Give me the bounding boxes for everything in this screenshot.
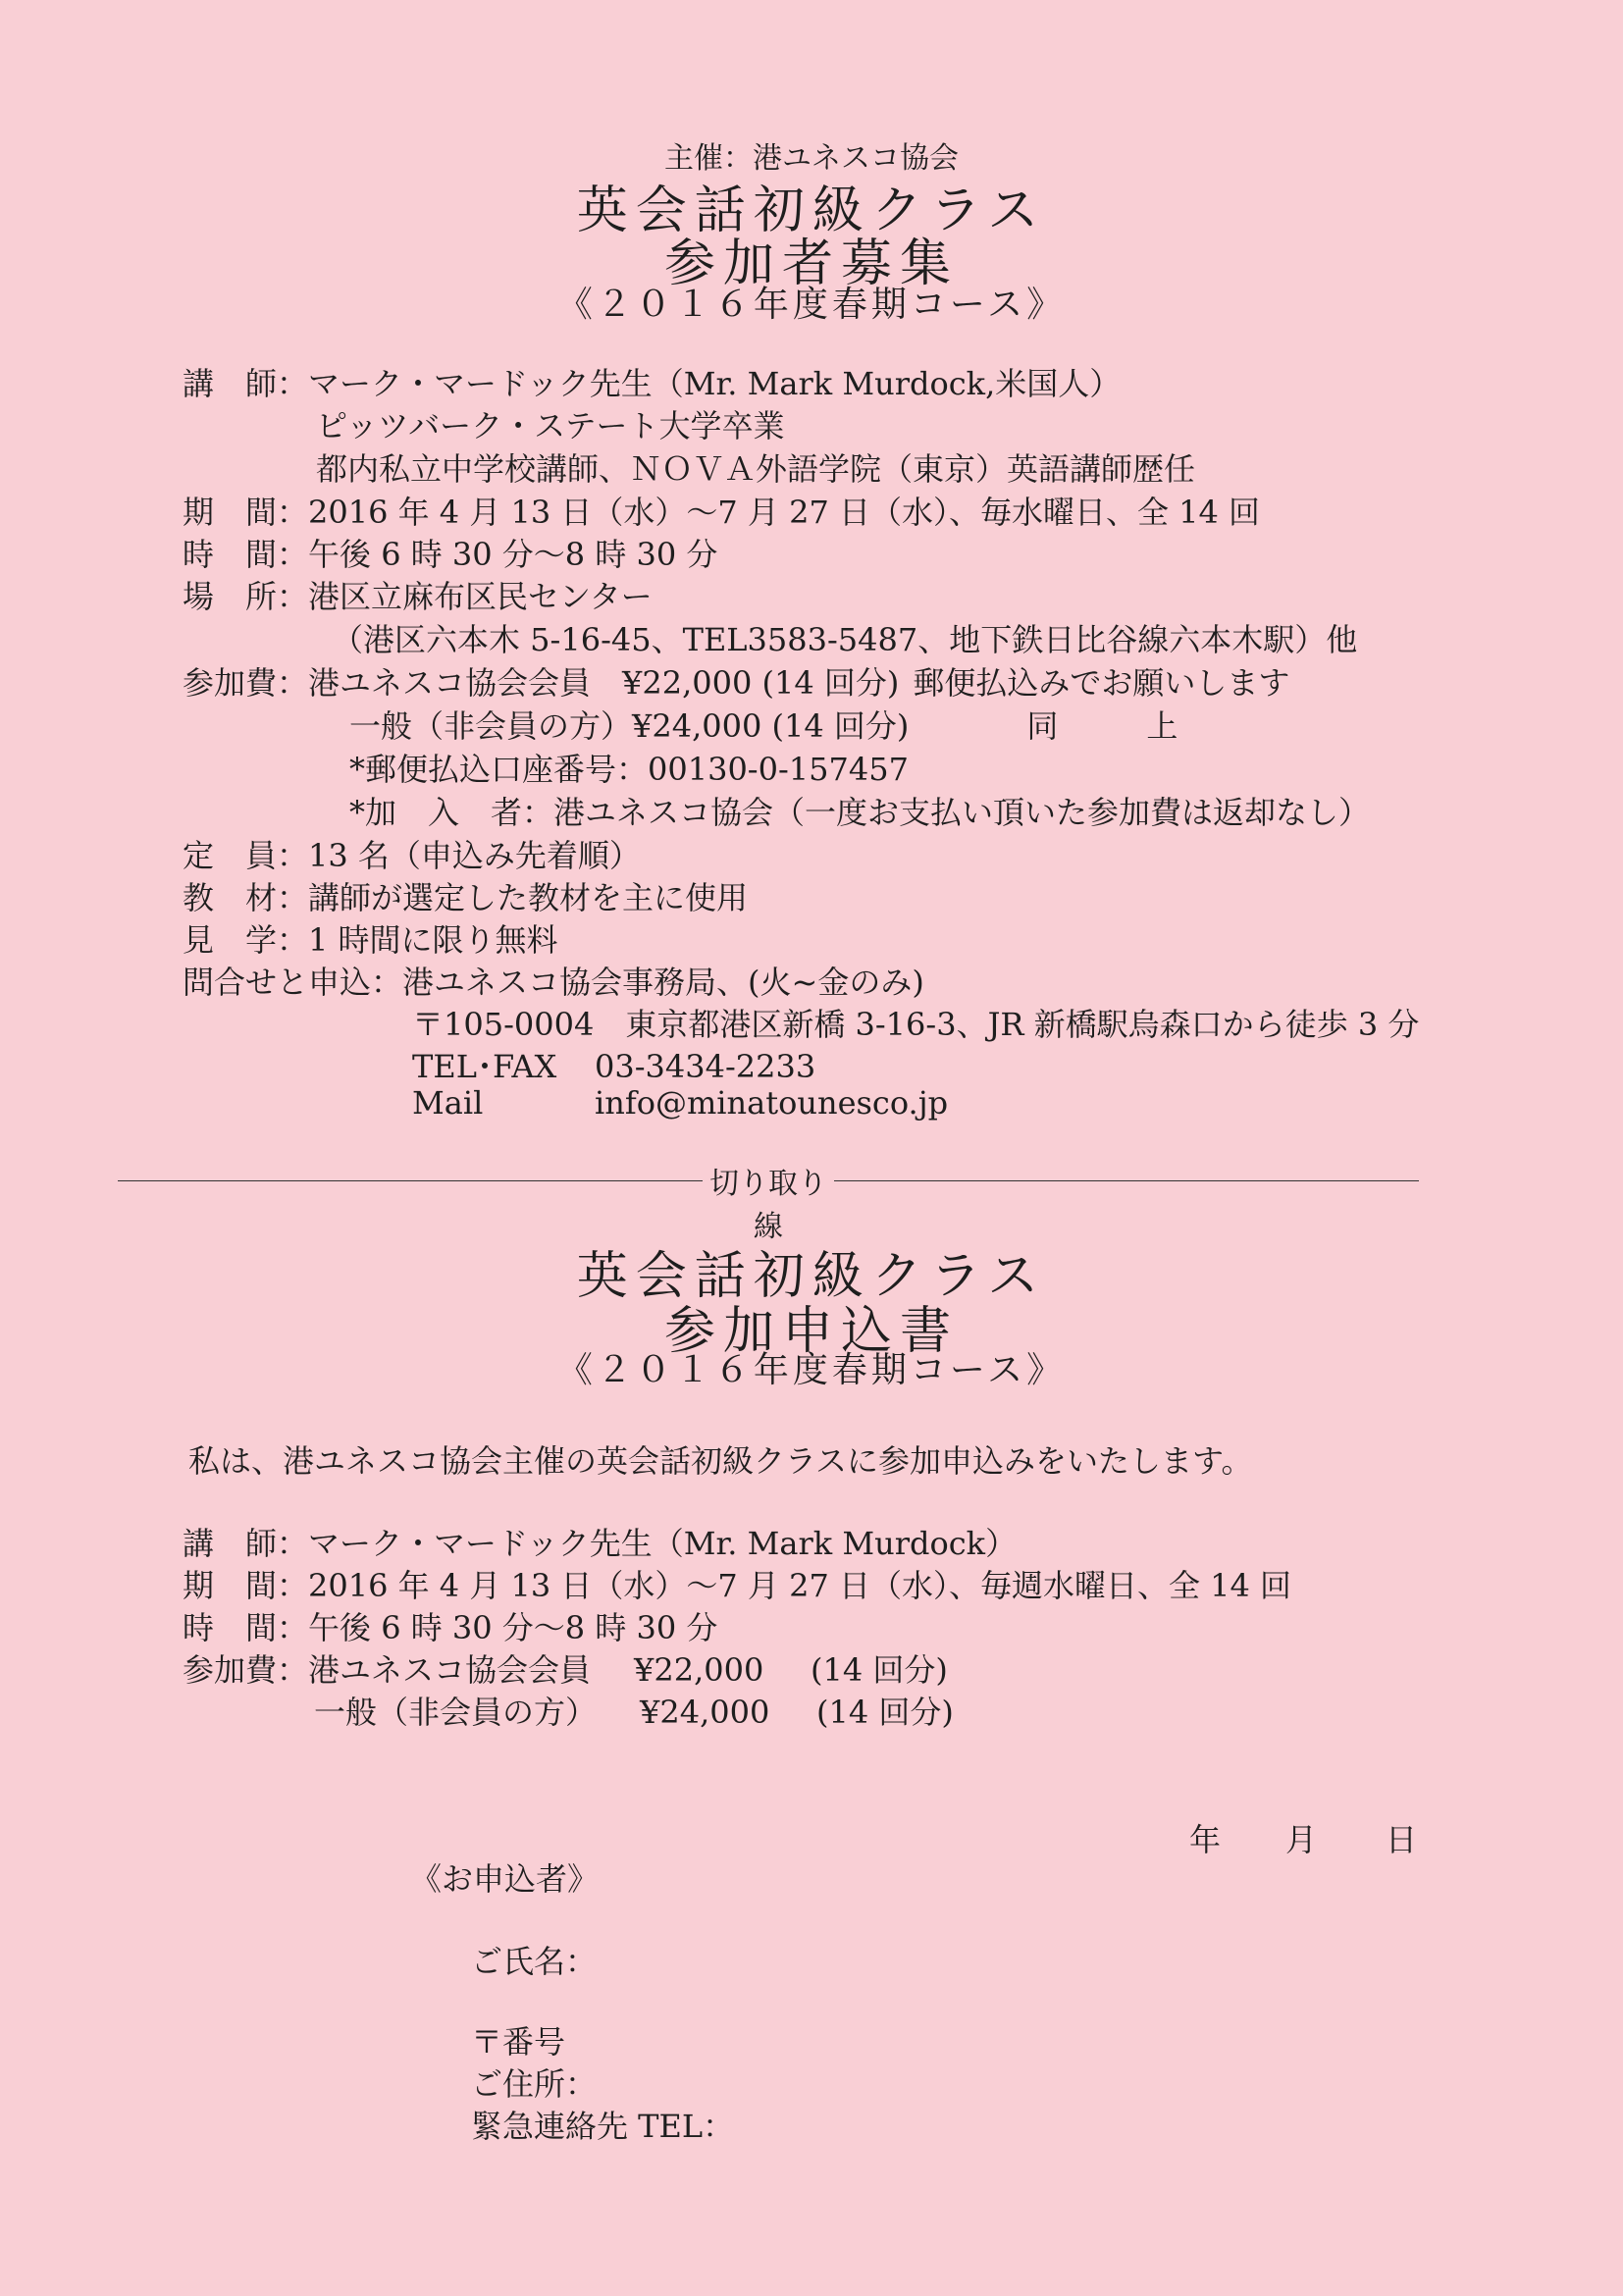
app-fee-row [183,1645,948,1691]
app-fee-general-amount: ¥24,000 [640,1694,770,1731]
period-value: 2016 年 4 月 13 日（水）～7 月 27 日（水）、毎水曜日、全 14 回 [308,494,1261,531]
cut-line-left [118,1180,703,1181]
instructor-line-1: マーク・マードック先生（Mr. Mark Murdock,米国人） [308,365,1122,402]
recruit-title-line1: 英会話初級クラス [576,182,1047,240]
app-instructor-label: 講 師： [183,1525,309,1562]
observe-row [183,915,558,961]
app-time-row [183,1603,717,1648]
observe-label: 見 学： [183,921,309,959]
fee-row [183,658,1289,704]
app-period-row [183,1561,1291,1606]
app-fee-label: 参加費： [183,1651,309,1689]
fee-general: 一般（非会員の方）¥24,000 (14 回分) [349,707,910,745]
app-period-label: 期 間： [183,1567,309,1604]
contact-label: 問合せと申込： [183,964,403,1001]
application-statement: 私は、港ユネスコ協会主催の英会話初級クラスに参加申込みをいたします。 [188,1442,1253,1480]
app-fee-member-amount: ¥22,000 [634,1651,764,1689]
contact-row [183,958,924,1003]
emergency-tel-field[interactable]: 緊急連絡先 TEL： [471,2108,735,2145]
instructor-label: 講 師： [183,365,309,402]
materials-row [183,873,748,918]
period-label: 期 間： [183,494,309,531]
capacity-value: 13 名（申込み先着順） [308,837,641,874]
application-title-line1: 英会話初級クラス [576,1247,1047,1306]
date-day[interactable]: 日 [1386,1821,1418,1858]
app-instructor-value: マーク・マードック先生（Mr. Mark Murdock） [308,1525,1018,1562]
app-fee-general-row [314,1688,954,1733]
organizer: 主催：港ユネスコ協会 [664,141,959,176]
zip-field[interactable]: 〒番号 [471,2023,566,2061]
instructor-line-2: ピッツバーク・ステート大学卒業 [316,407,785,444]
recruit-title-line2: 参加者募集 [663,235,959,293]
recruit-course: 《２０１６年度春期コース》 [556,285,1067,325]
fee-member: 港ユネスコ協会会員 ¥22,000 (14 回分) [308,664,900,702]
app-period-value: 2016 年 4 月 13 日（水）～7 月 27 日（水）、毎週水曜日、全 14 回 [308,1567,1292,1604]
postal-account: *郵便払込口座番号：00130-0-157457 [349,751,909,788]
venue-value: 港区立麻布区民センター [308,578,653,615]
fee-general-note-1: 同 [1026,707,1059,745]
fee-member-note: 郵便払込みでお願いします [913,664,1290,702]
name-field[interactable]: ご氏名： [471,1943,598,1980]
materials-value: 講師が選定した教材を主に使用 [308,879,749,916]
contact-value: 港ユネスコ協会事務局、(火~金のみ) [402,964,924,1001]
contact-address: 〒105-0004 東京都港区新橋 3-16-3、JR 新橋駅烏森口から徒歩 3 分 [412,1006,1420,1043]
capacity-label: 定 員： [183,837,309,874]
app-fee-member-name: 港ユネスコ協会会員 [308,1651,592,1689]
fee-label: 参加費： [183,664,309,702]
observe-value: 1 時間に限り無料 [308,921,558,959]
fee-general-row [349,702,1178,747]
app-fee-general-name: 一般（非会員の方） [314,1694,598,1731]
mail-value: info@minatounesco.jp [595,1084,949,1122]
subscriber: *加 入 者：港ユネスコ協会（一度お支払い頂いた参加費は返却なし） [349,794,1371,831]
app-fee-member-count: (14 回分) [811,1651,948,1689]
applicant-header: 《お申込者》 [410,1860,600,1898]
materials-label: 教 材： [183,879,309,916]
capacity-row [183,831,641,876]
tel-label: TEL･FAX [412,1048,557,1085]
application-course: 《２０１６年度春期コース》 [556,1350,1067,1390]
cut-line-label: 切り取り線 [709,1167,827,1244]
app-time-value: 午後 6 時 30 分～8 時 30 分 [308,1609,718,1646]
instructor-row [183,359,1121,404]
time-value: 午後 6 時 30 分～8 時 30 分 [308,536,718,573]
venue-detail: （港区六本木 5-16-45、TEL3583-5487、地下鉄日比谷線六本木駅）他 [332,621,1358,658]
venue-label: 場 所： [183,578,309,615]
app-time-label: 時 間： [183,1609,309,1646]
address-field[interactable]: ご住所： [471,2065,598,2103]
application-title-line2: 参加申込書 [663,1302,959,1361]
mail-label: Mail [412,1084,484,1122]
cut-line-right [834,1180,1419,1181]
date-year[interactable]: 年 [1189,1821,1222,1858]
contact-mail-row [412,1084,948,1122]
time-label: 時 間： [183,536,309,573]
venue-row [183,572,653,617]
contact-tel-row [412,1042,815,1087]
instructor-line-3: 都内私立中学校講師、ＮＯＶＡ外語学院（東京）英語講師歴任 [316,450,1196,488]
app-instructor-row [183,1519,1017,1564]
period-row [183,488,1260,533]
fee-general-note-2: 上 [1146,707,1178,745]
date-month[interactable]: 月 [1285,1821,1318,1858]
app-fee-general-count: (14 回分) [816,1694,954,1731]
tel-value: 03-3434-2233 [595,1048,816,1085]
time-row [183,530,717,575]
